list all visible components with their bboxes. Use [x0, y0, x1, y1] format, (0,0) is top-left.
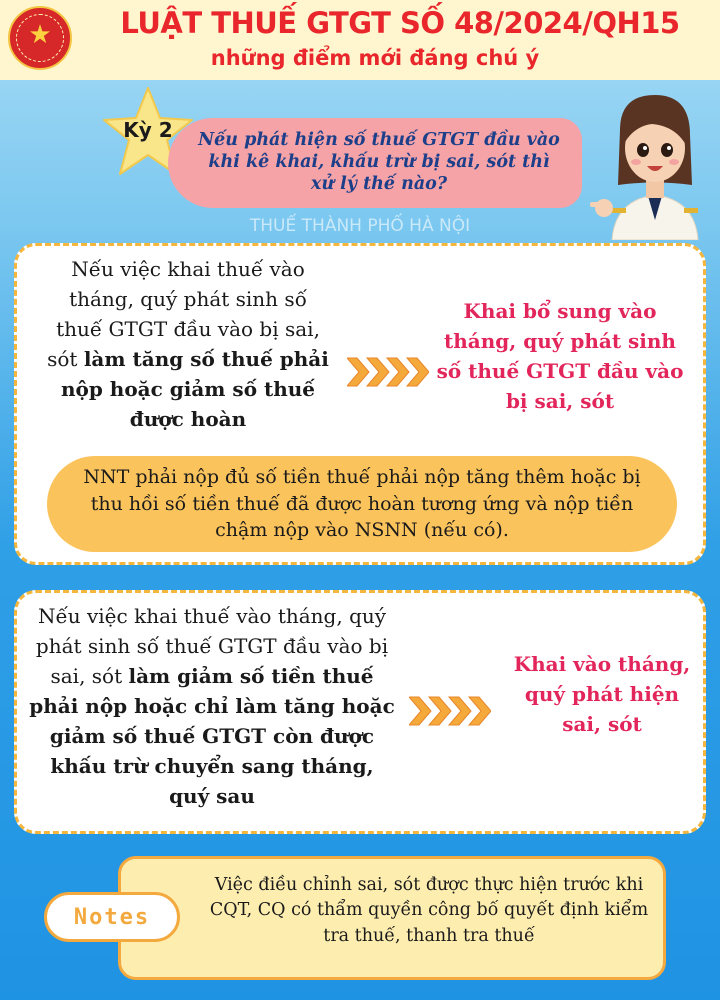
episode-label: Kỳ 2 [123, 118, 173, 142]
question-bubble: Nếu phát hiện số thuế GTGT đầu vào khi kê khai, khấu trừ bị sai, sót thì xử lý thế nào? [168, 118, 582, 208]
notes-box [118, 856, 666, 980]
case1-condition-plain: Nếu việc khai thuế vào tháng, quý phát sinh số thuế GTGT đầu vào bị sai, sót [47, 257, 320, 371]
notes-text: Việc điều chỉnh sai, sót được thực hiện trước khi CQT, CQ có thẩm quyền công bố quyết định kiểm tra thuế, thanh tra thuế [209, 875, 649, 946]
case-card-decrease [14, 590, 706, 834]
emblem-star-icon: ★ [28, 20, 52, 50]
case2-condition [27, 601, 397, 811]
page-subtitle: những điểm mới đáng chú ý [210, 46, 540, 70]
case1-condition-bold: làm tăng số thuế phải nộp hoặc giảm số thuế được hoàn [60, 347, 329, 431]
case1-condition [43, 254, 333, 434]
case-card-increase [14, 243, 706, 565]
case2-condition-plain: Nếu việc khai thuế vào tháng, quý phát sinh số thuế GTGT đầu vào bị sai, sót [35, 604, 389, 688]
header-banner [0, 0, 720, 80]
notes-badge: Notes [44, 892, 180, 942]
chevron-arrows-icon [409, 693, 491, 729]
case1-action: Khai bổ sung vào tháng, quý phát sinh số thuế GTGT đầu vào bị sai, sót [436, 299, 684, 413]
page-title: LUẬT THUẾ GTGT SỐ 48/2024/QH15 [120, 6, 680, 40]
watermark-text: THUẾ THÀNH PHỐ HÀ NỘI [249, 216, 471, 236]
case1-consequence-note: NNT phải nộp đủ số tiền thuế phải nộp tăng thêm hoặc bị thu hồi số tiền thuế đã được hoàn tương ứng và nộp tiền chậm nộp vào NSNN (nếu có). [47, 456, 677, 552]
chevron-arrows-icon [347, 354, 429, 390]
case2-action: Khai vào tháng, quý phát hiện sai, sót [513, 652, 691, 736]
case2-condition-bold: làm giảm số tiền thuế phải nộp hoặc chỉ làm tăng hoặc giảm số thuế GTGT còn được khấu trừ chuyển sang tháng, quý sau [29, 664, 395, 808]
tax-emblem-logo [8, 6, 72, 70]
tax-officer-illustration [590, 90, 720, 240]
